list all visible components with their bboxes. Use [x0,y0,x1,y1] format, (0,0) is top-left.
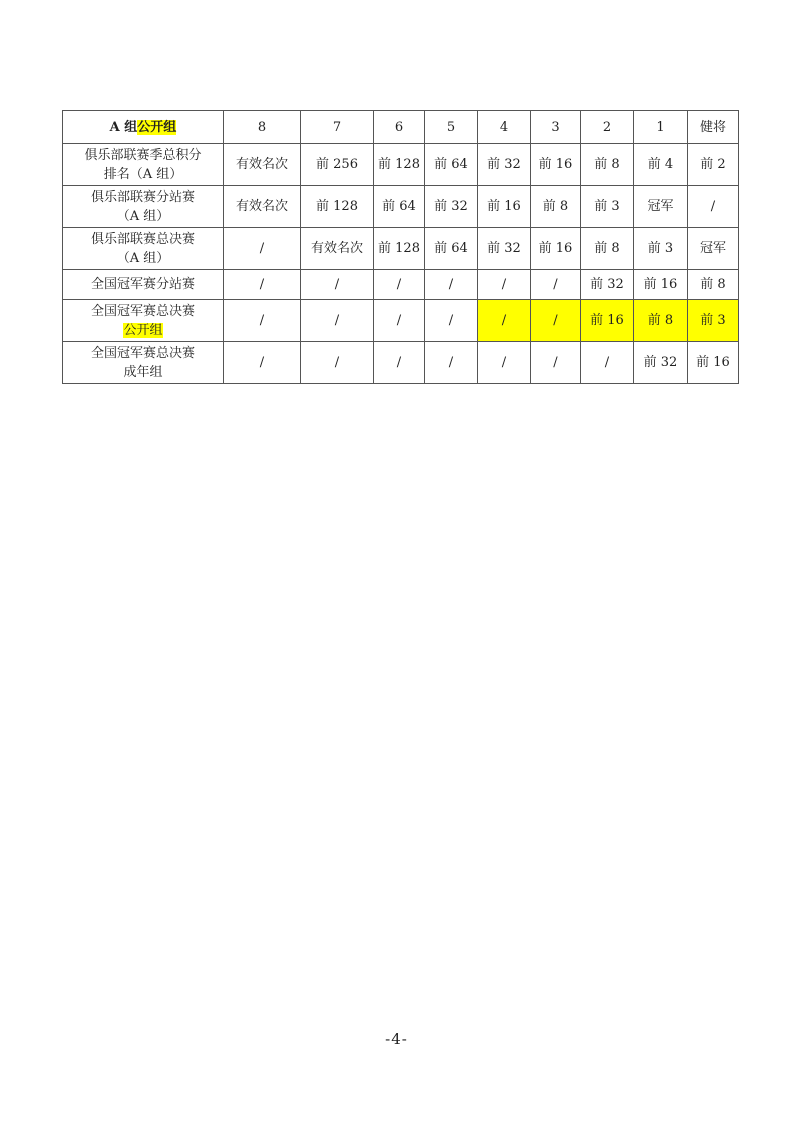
table-row [63,300,739,342]
table-cell: 前 32 [634,342,688,384]
table-cell: 前 16 [478,186,531,228]
header-column: 7 [301,111,374,144]
table-cell: / [581,342,634,384]
row-label-line1: 全国冠军赛总决赛 [90,345,195,361]
table-cell: 前 32 [478,144,531,186]
table-cell: 前 3 [581,186,634,228]
table-cell: 前 128 [301,186,374,228]
table-row [63,144,739,186]
header-group-highlight: 公开组 [137,119,177,135]
table-cell: / [478,270,531,300]
table-cell: 前 64 [425,144,478,186]
table-cell: / [531,342,581,384]
page-number: -4- [385,1030,408,1048]
row-label-line1: 俱乐部联赛季总积分 [84,147,202,163]
row-label-line2-highlight: 公开组 [123,322,163,338]
row-label-line1: 全国冠军赛分站赛 [90,277,195,292]
header-column: 5 [425,111,478,144]
row-label-line2: （A 组） [116,250,170,266]
row-label [63,342,224,384]
header-group-label [63,111,224,144]
header-group-plain: A 组 [109,119,138,135]
table-cell: 前 8 [531,186,581,228]
header-column: 6 [374,111,425,144]
table-cell: / [425,270,478,300]
table-row [63,342,739,384]
table-cell: 前 8 [688,270,739,300]
table-cell: 前 256 [301,144,374,186]
table-row [63,186,739,228]
header-column: 2 [581,111,634,144]
table-cell: / [224,342,301,384]
row-label-line1: 全国冠军赛总决赛 [90,303,195,319]
table-cell: 前 32 [425,186,478,228]
table-cell: / [688,186,739,228]
table-cell: / [374,342,425,384]
row-label [63,228,224,270]
table-cell: 前 128 [374,228,425,270]
table-cell: 前 4 [634,144,688,186]
table-cell: 前 16 [531,144,581,186]
table-cell: 前 32 [581,270,634,300]
row-label [63,300,224,342]
table-cell: / [425,300,478,342]
table-cell-highlighted: 前 3 [688,300,739,342]
table-cell: / [301,342,374,384]
table-cell: 前 128 [374,144,425,186]
table-cell: / [224,300,301,342]
grade-standard-table [62,110,739,384]
table-cell: / [478,342,531,384]
table-cell: 冠军 [634,186,688,228]
table-cell: / [374,270,425,300]
table-cell: 前 2 [688,144,739,186]
row-label [63,186,224,228]
table-cell: / [224,228,301,270]
table-cell: / [531,270,581,300]
table-cell: 前 8 [581,144,634,186]
table-cell: / [374,300,425,342]
table-cell: 前 64 [425,228,478,270]
table-cell-highlighted: / [531,300,581,342]
header-column: 3 [531,111,581,144]
table-cell: 前 8 [581,228,634,270]
header-column: 健将 [688,111,739,144]
table-cell: 前 3 [634,228,688,270]
table-cell: / [301,270,374,300]
table-row [63,270,739,300]
table-cell: 前 64 [374,186,425,228]
header-column: 1 [634,111,688,144]
row-label-line2: 排名（A 组） [103,166,183,182]
row-label-line1: 俱乐部联赛分站赛 [90,189,195,205]
table-row [63,228,739,270]
table-cell: / [301,300,374,342]
row-label-line1: 俱乐部联赛总决赛 [90,231,195,247]
table-cell-highlighted: 前 16 [581,300,634,342]
table-cell: 前 16 [688,342,739,384]
table-cell: 有效名次 [224,186,301,228]
row-label-line2: （A 组） [116,208,170,224]
row-label [63,270,224,300]
table-cell-highlighted: 前 8 [634,300,688,342]
table-cell: / [425,342,478,384]
table-cell: 前 16 [634,270,688,300]
table-cell: 有效名次 [224,144,301,186]
table-cell: 前 16 [531,228,581,270]
table-cell: 冠军 [688,228,739,270]
table-cell: / [224,270,301,300]
table-cell: 有效名次 [301,228,374,270]
header-column: 8 [224,111,301,144]
header-column: 4 [478,111,531,144]
table-header-row [63,111,739,144]
table-cell-highlighted: / [478,300,531,342]
row-label-line2: 成年组 [123,364,163,380]
table-cell: 前 32 [478,228,531,270]
row-label [63,144,224,186]
